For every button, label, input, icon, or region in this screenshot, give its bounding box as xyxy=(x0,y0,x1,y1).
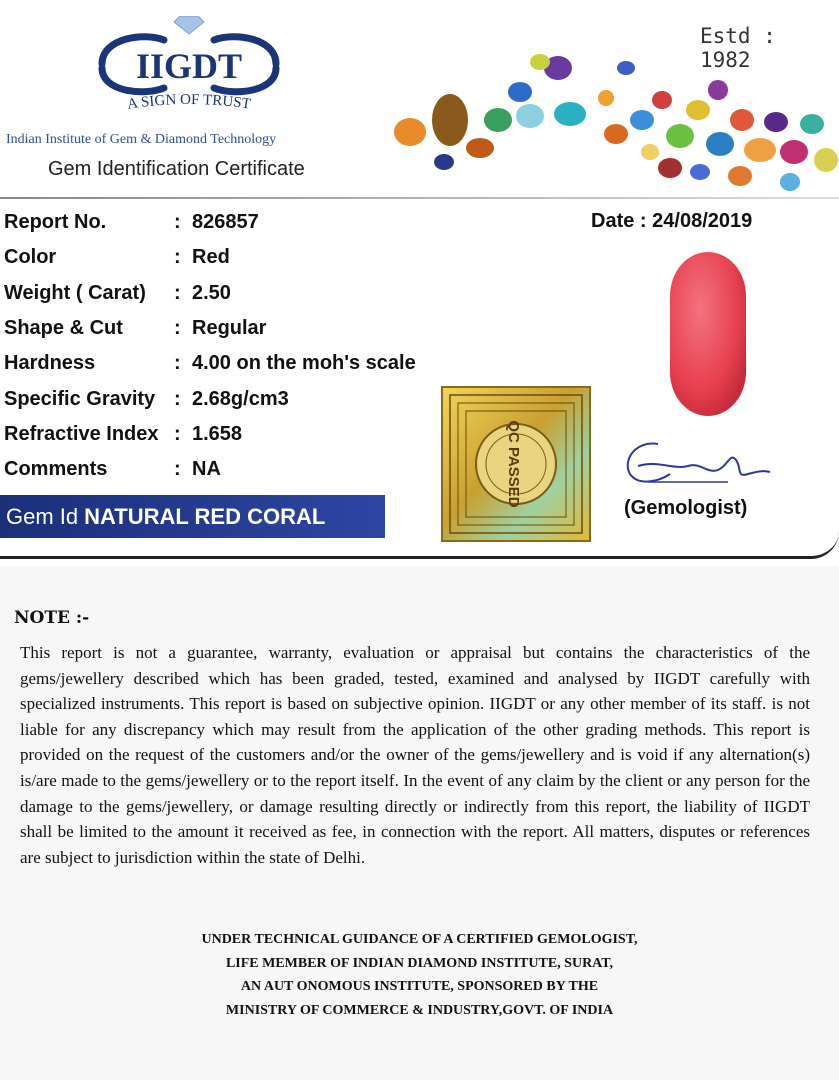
field-label: Comments xyxy=(4,458,108,480)
field-value: 1.658 xyxy=(192,423,243,445)
guidance-line: LIFE MEMBER OF INDIAN DIAMOND INSTITUTE, SURAT, xyxy=(225,955,614,971)
field-label: Color xyxy=(4,246,57,268)
svg-text:A SIGN OF TRUST: A SIGN OF TRUST xyxy=(126,91,252,113)
field-label: Shape & Cut xyxy=(4,317,123,339)
signatory-title: (Gemologist) xyxy=(624,497,748,519)
field-colon: : xyxy=(174,352,181,374)
field-colon: : xyxy=(174,246,181,268)
field-value: 2.50 xyxy=(192,282,231,304)
gemstone-image xyxy=(668,250,748,418)
field-label: Report No. xyxy=(4,211,107,233)
svg-text:QC PASSED: QC PASSED xyxy=(505,420,522,508)
field-label: Hardness xyxy=(4,352,96,374)
note-title: NOTE :- xyxy=(14,608,90,628)
field-label: Refractive Index xyxy=(4,423,159,445)
field-colon: : xyxy=(174,423,181,445)
iigdt-logo xyxy=(84,16,294,126)
header-divider xyxy=(0,197,839,199)
field-label: Specific Gravity xyxy=(4,388,156,410)
field-value: NA xyxy=(192,458,221,480)
established-year: Estd : 1982 xyxy=(700,24,776,72)
field-colon: : xyxy=(174,211,181,233)
field-value: 4.00 on the moh's scale xyxy=(192,352,416,374)
date-value: 24/08/2019 xyxy=(652,210,753,232)
field-value: Regular xyxy=(192,317,267,339)
gemologist-signature xyxy=(618,430,778,494)
field-colon: : xyxy=(174,317,181,339)
gemstones-illustration xyxy=(380,40,839,200)
note-body: This report is not a guarantee, warranty, evaluation or appraisal but contains the characteristics of the gems/jewellery described which has been graded, tested, examined and analysed by IIGDT carefully with specialized instruments. This report is based on subjective opinion. IIGDT or any other member of its staff. is not liable for any discrepancy which may result from the application of the other grading methods. This report is provided on the request of the customers and/or the owner of the gems/jewellery and is void if any alternation(s) is/are made to the gems/jewellery or to the report itself. In the event of any claim by the client or any person for the damage to the gems/jewellery, or damage resulting directly or indirectly from this report, the liability of IIGDT shall be limited to the amount it received as fee, in connection with the report. All matters, disputes or references are subject to jurisdiction within the state of Delhi. xyxy=(20,643,810,867)
guidance-line: MINISTRY OF COMMERCE & INDUSTRY,GOVT. OF INDIA xyxy=(225,1002,614,1018)
institute-name: Indian Institute of Gem & Diamond Technology xyxy=(6,132,277,147)
date-colon: : xyxy=(639,210,647,232)
diamond-icon xyxy=(174,16,204,34)
field-value: 826857 xyxy=(192,211,259,233)
field-colon: : xyxy=(174,458,181,480)
guidance-line: UNDER TECHNICAL GUIDANCE OF A CERTIFIED GEMOLOGIST, xyxy=(201,932,638,947)
gem-id-banner xyxy=(0,495,385,538)
guidance-statement xyxy=(0,928,839,1022)
hologram-seal xyxy=(440,385,592,543)
guidance-line: AN AUT ONOMOUS INSTITUTE, SPONSORED BY THE xyxy=(240,979,599,994)
field-label: Weight ( Carat) xyxy=(4,282,146,304)
svg-text:IIGDT: IIGDT xyxy=(135,46,243,86)
field-value: Red xyxy=(192,246,230,268)
field-value: 2.68g/cm3 xyxy=(192,388,289,410)
certificate-title: Gem Identification Certificate xyxy=(48,158,305,180)
report-date xyxy=(591,210,752,233)
date-label: Date xyxy=(591,210,635,232)
field-colon: : xyxy=(174,388,181,410)
field-colon: : xyxy=(174,282,181,304)
gem-id-label: Gem Id xyxy=(6,504,79,529)
gem-id-value: NATURAL RED CORAL xyxy=(84,504,326,529)
